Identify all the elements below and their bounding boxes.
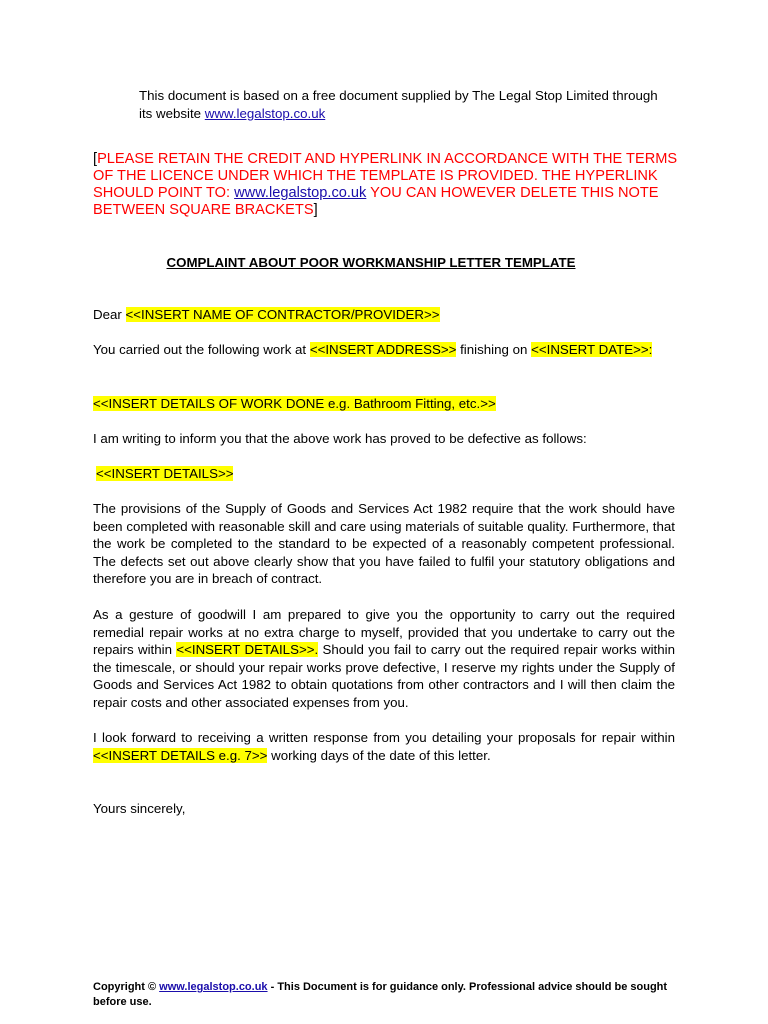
date-placeholder: <<INSERT DATE>>: <box>531 342 653 357</box>
credit-line <box>139 87 659 122</box>
letter-title: COMPLAINT ABOUT POOR WORKMANSHIP LETTER TEMPLATE <box>166 255 576 270</box>
response-text-2: working days of the date of this letter. <box>267 747 491 763</box>
address-placeholder: <<INSERT ADDRESS>> <box>309 342 457 357</box>
footer-copyright <box>93 980 683 1010</box>
salutation <box>93 306 675 324</box>
days-placeholder: <<INSERT DETAILS e.g. 7>> <box>93 747 268 763</box>
notice-link[interactable]: www.legalstop.co.uk <box>234 185 367 201</box>
notice-text-1: PLEASE RETAIN THE CREDIT AND HYPERLINK IN ACCORDANCE WITH THE TERMS OF THE LICENCE UNDER WHICH THE TEMPLATE IS PROVIDED. THE HYPERLINK SHOULD POINT TO: <box>93 151 678 201</box>
defect-details-line <box>96 465 678 483</box>
footer-prefix: Copyright © <box>93 981 160 993</box>
goodwill-text-2: Should you fail to carry out the required repair works within the timescale, or should your repair works prove defective, I reserve my rights under the Supply of Goods and Services Act 1982 to obtain quotations from other contractors and I will then claim the repair costs and other associated expenses from you. <box>93 642 675 710</box>
provisions-paragraph: The provisions of the Supply of Goods and Services Act 1982 require that the work should have been completed with reasonable skill and care using materials of suitable quality. Furthermore, that the work be completed to the standard to be expected of a reasonably competent professional. The defects set out above clearly show that you have failed to fulfil your statutory obligations and therefore you are in breach of contract. <box>93 501 675 586</box>
response-text-1: I look forward to receiving a written response from you detailing your proposals for repair within <box>93 730 675 745</box>
defect-details-placeholder: <<INSERT DETAILS>> <box>96 466 234 481</box>
notice-text-2: YOU CAN HOWEVER DELETE THIS NOTE BETWEEN SQUARE BRACKETS <box>93 185 659 218</box>
footer-suffix: - This Document is for guidance only. Professional advice should be sought before use. <box>93 981 668 1008</box>
inform-paragraph: I am writing to inform you that the above work has proved to be defective as follows: <box>93 431 587 446</box>
licence-notice <box>93 151 683 219</box>
timescale-placeholder: <<INSERT DETAILS>>. <box>176 642 319 657</box>
goodwill-text-1: As a gesture of goodwill I am prepared to give you the opportunity to carry out the required remedial repair works at no extra charge to myself, provided that you undertake to carry out the repairs within <box>93 607 675 657</box>
notice-close-bracket: ] <box>313 202 318 218</box>
work-text-2: finishing on <box>456 342 532 357</box>
work-paragraph <box>93 341 675 359</box>
contractor-placeholder: <<INSERT NAME OF CONTRACTOR/PROVIDER>> <box>125 307 440 322</box>
salutation-prefix: Dear <box>93 307 126 322</box>
footer-link[interactable]: www.legalstop.co.uk <box>159 981 268 993</box>
response-paragraph <box>93 729 675 764</box>
work-details-placeholder: <<INSERT DETAILS OF WORK DONE e.g. Bathroom Fitting, etc.>> <box>93 396 496 411</box>
closing: Yours sincerely, <box>93 801 186 816</box>
credit-text: This document is based on a free document supplied by The Legal Stop Limited through its website <box>139 88 658 121</box>
work-details-line <box>93 395 675 413</box>
work-text-1: You carried out the following work at <box>93 342 310 357</box>
notice-open-bracket: [ <box>93 151 98 167</box>
credit-link[interactable]: www.legalstop.co.uk <box>204 105 326 121</box>
goodwill-paragraph <box>93 606 675 711</box>
